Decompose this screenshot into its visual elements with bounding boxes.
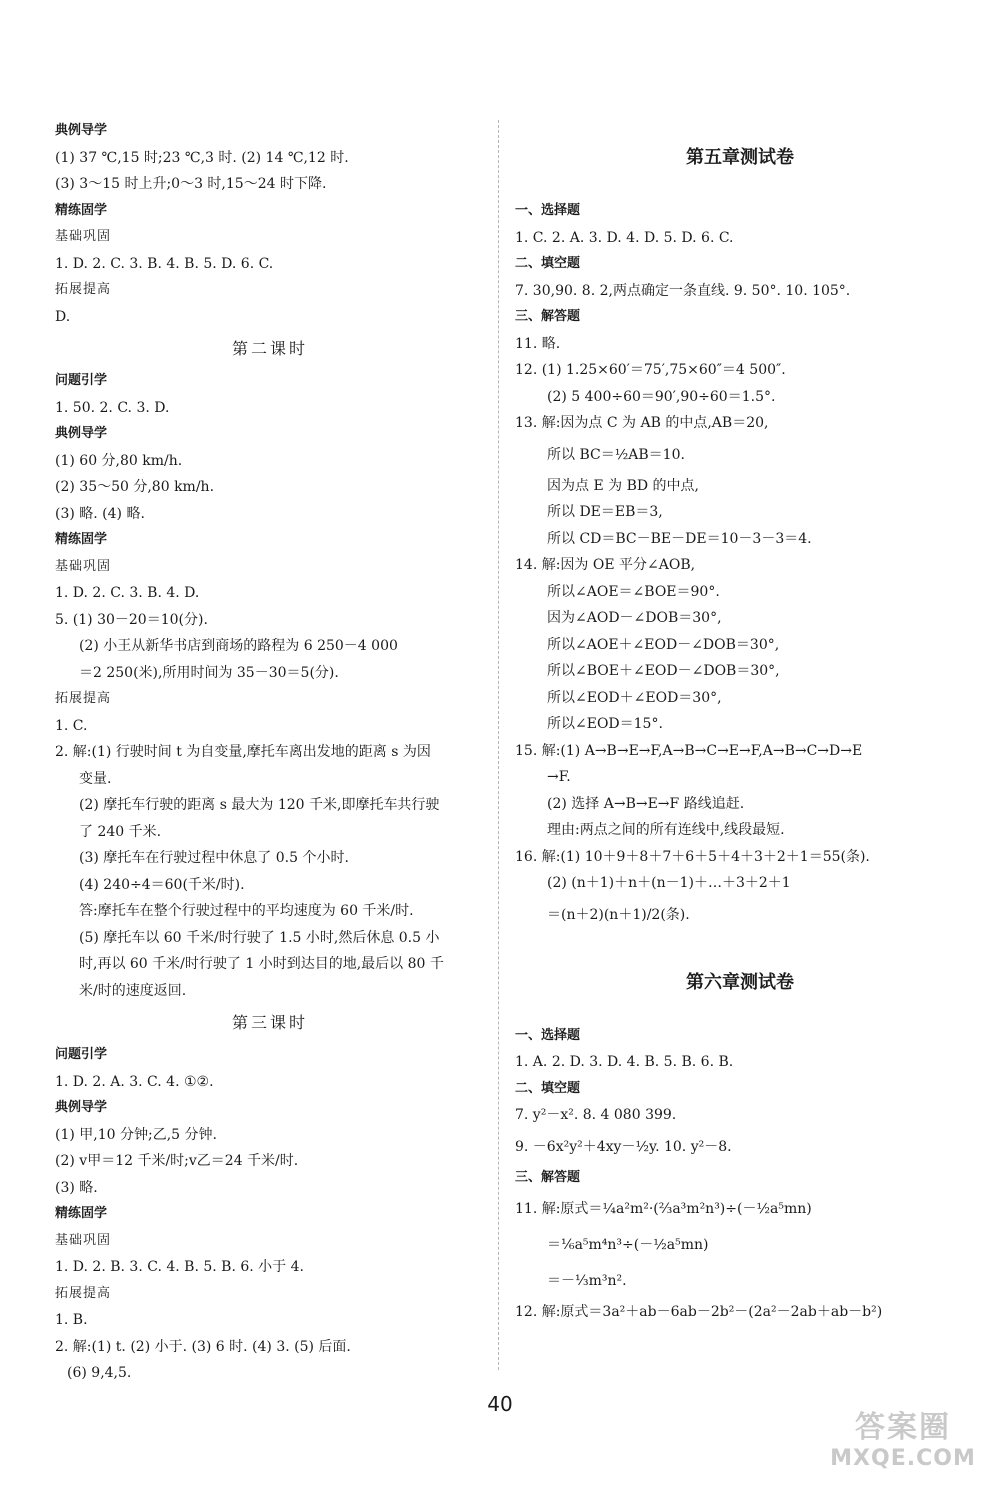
answer-line: (2) 摩托车行驶的距离 s 最大为 120 千米,即摩托车共行驶	[79, 797, 440, 813]
subsection-label: 基础巩固	[55, 229, 112, 244]
answer-line: (2) v甲＝12 千米/时;v乙＝24 千米/时.	[55, 1153, 299, 1169]
answer-line: (3) 摩托车在行驶过程中休息了 0.5 个小时.	[79, 850, 349, 866]
answer-line: 7. y²－x². 8. 4 080 399.	[515, 1107, 677, 1123]
answer-line: 1. D. 2. A. 3. C. 4. ①②.	[55, 1073, 214, 1090]
answer-line: 变量.	[79, 770, 112, 787]
answer-line: D.	[55, 308, 71, 325]
section-heading: 问题引学	[55, 1047, 108, 1062]
lesson-title: 第二课时	[231, 339, 308, 358]
answer-line: 7. 30,90. 8. 2,两点确定一条直线. 9. 50°. 10. 105°.	[515, 282, 851, 299]
answer-line: 1. C.	[55, 717, 88, 734]
answer-line: 所以∠BOE＋∠EOD－∠DOB＝30°,	[547, 663, 780, 679]
answer-line: 答:摩托车在整个行驶过程中的平均速度为 60 千米/时.	[79, 903, 414, 919]
answer-line: (2) 35～50 分,80 km/h.	[55, 479, 215, 495]
answer-line: 1. A. 2. D. 3. D. 4. B. 5. B. 6. B.	[515, 1054, 734, 1070]
chapter-title: 第五章测试卷	[686, 147, 794, 168]
answer-line: ＝2 250(米),所用时间为 35－30＝5(分).	[79, 664, 339, 681]
right-column	[515, 138, 965, 1326]
section-heading: 典例导学	[55, 426, 108, 441]
chapter-title: 第六章测试卷	[686, 971, 794, 993]
watermark-url: MXQE.COM	[830, 1446, 976, 1471]
subsection-label: 拓展提高	[55, 282, 112, 297]
answer-line: 2. 解:(1) t. (2) 小于. (3) 6 时. (4) 3. (5) 后面.	[55, 1338, 351, 1355]
answer-line: 1. D. 2. C. 3. B. 4. D.	[55, 585, 200, 601]
answer-line: 12. (1) 1.25×60′＝75′,75×60″＝4 500″.	[515, 362, 786, 378]
answer-line: 所以 CD＝BC－BE－DE＝10－3－3＝4.	[547, 530, 812, 547]
answer-line: (5) 摩托车以 60 千米/时行驶了 1.5 小时,然后休息 0.5 小	[79, 929, 440, 946]
answer-line: (3) 略.	[55, 1179, 98, 1196]
answer-line: 13. 解:因为点 C 为 AB 的中点,AB＝20,	[515, 415, 769, 431]
site-watermark	[828, 1402, 978, 1474]
answer-line: (4) 240÷4＝60(千米/时).	[79, 876, 245, 893]
answer-line: 9. －6x²y²＋4xy－½y. 10. y²－8.	[515, 1138, 732, 1155]
column-divider	[498, 120, 499, 1370]
answer-line: 因为∠AOD－∠DOB＝30°,	[547, 610, 722, 626]
answer-line: 所以∠EOD＝15°.	[547, 716, 663, 732]
answer-line: 2. 解:(1) 行驶时间 t 为自变量,摩托车离出发地的距离 s 为因	[55, 744, 431, 760]
answer-line: (2) 选择 A→B→E→F 路线追赶.	[547, 795, 745, 812]
answer-line: 时,再以 60 千米/时行驶了 1 小时到达目的地,最后以 80 千	[79, 956, 444, 972]
answer-line: (1) 甲,10 分钟;乙,5 分钟.	[55, 1126, 217, 1143]
answer-line: (1) 37 ℃,15 时;23 ℃,3 时. (2) 14 ℃,12 时.	[55, 149, 349, 166]
answer-line: 1. D. 2. C. 3. B. 4. B. 5. D. 6. C.	[55, 255, 274, 272]
answer-line: 14. 解:因为 OE 平分∠AOB,	[515, 557, 696, 573]
answer-line: 12. 解:原式＝3a²＋ab－6ab－2b²－(2a²－2ab＋ab－b²)	[515, 1304, 883, 1320]
answer-line: 米/时的速度返回.	[79, 982, 187, 999]
subsection-label: 基础巩固	[55, 558, 112, 574]
section-heading: 一、选择题	[515, 203, 581, 218]
section-heading: 三、解答题	[515, 309, 581, 324]
answer-line: 因为点 E 为 BD 的中点,	[547, 477, 699, 494]
answer-line: 了 240 千米.	[79, 823, 162, 840]
answer-line: 所以∠EOD＋∠EOD＝30°,	[547, 689, 722, 706]
answer-line: →F.	[547, 769, 571, 785]
answer-line: (2) (n＋1)＋n＋(n－1)＋…＋3＋2＋1	[547, 875, 791, 891]
section-heading: 精练固学	[55, 1206, 108, 1221]
answer-line: 1. 50. 2. C. 3. D.	[55, 399, 170, 416]
answer-line: ＝(n＋2)(n＋1)/2(条).	[547, 906, 690, 923]
subsection-label: 基础巩固	[55, 1232, 112, 1248]
answer-line: (1) 60 分,80 km/h.	[55, 452, 183, 469]
section-heading: 精练固学	[55, 202, 108, 218]
answer-line: (3) 略. (4) 略.	[55, 505, 145, 522]
section-heading: 问题引学	[55, 373, 108, 388]
answer-line: 理由:两点之间的所有连线中,线段最短.	[547, 822, 785, 838]
section-heading: 典例导学	[55, 123, 108, 138]
answer-line: 1. C. 2. A. 3. D. 4. D. 5. D. 6. C.	[515, 229, 734, 246]
answer-line: 16. 解:(1) 10＋9＋8＋7＋6＋5＋4＋3＋2＋1＝55(条).	[515, 848, 870, 865]
answer-line: 所以 DE＝EB＝3,	[547, 504, 663, 520]
answer-line: 15. 解:(1) A→B→E→F,A→B→C→E→F,A→B→C→D→E	[515, 742, 863, 759]
answer-line: 1. B.	[55, 1312, 88, 1328]
section-heading: 典例导学	[55, 1100, 108, 1115]
answer-line: ＝－⅓m³n².	[547, 1273, 627, 1289]
answer-line: 所以 BC＝½AB＝10.	[547, 446, 685, 463]
answer-line: 11. 解:原式＝¼a²m²·(⅔a³m²n³)÷(－½a⁵mn)	[515, 1201, 812, 1217]
answer-line: 5. (1) 30－20＝10(分).	[55, 611, 208, 628]
section-heading: 三、解答题	[515, 1169, 581, 1185]
answer-line: 1. D. 2. B. 3. C. 4. B. 5. B. 6. 小于 4.	[55, 1259, 304, 1275]
answer-line: (2) 5 400÷60＝90′,90÷60＝1.5°.	[547, 388, 776, 405]
answer-line: 所以∠AOE＋∠EOD－∠DOB＝30°,	[547, 636, 780, 653]
answer-line: ＝⅙a⁵m⁴n³÷(－½a⁵mn)	[547, 1237, 709, 1253]
lesson-title: 第三课时	[231, 1013, 308, 1032]
section-heading: 二、填空题	[515, 256, 581, 271]
answer-line: 11. 略.	[515, 335, 561, 352]
answer-line: (3) 3～15 时上升;0～3 时,15～24 时下降.	[55, 176, 327, 192]
left-column	[55, 118, 485, 1387]
answer-line: (6) 9,4,5.	[67, 1365, 132, 1381]
page-number: 40	[487, 1392, 513, 1416]
answer-line: 所以∠AOE＝∠BOE＝90°.	[547, 583, 720, 600]
section-heading: 一、选择题	[515, 1027, 581, 1043]
answer-line: (2) 小王从新华书店到商场的路程为 6 250－4 000	[79, 638, 398, 654]
subsection-label: 拓展提高	[55, 691, 112, 706]
section-heading: 精练固学	[55, 532, 108, 547]
watermark-logo: 答案圈	[855, 1410, 951, 1445]
subsection-label: 拓展提高	[55, 1285, 112, 1301]
section-heading: 二、填空题	[515, 1080, 581, 1096]
